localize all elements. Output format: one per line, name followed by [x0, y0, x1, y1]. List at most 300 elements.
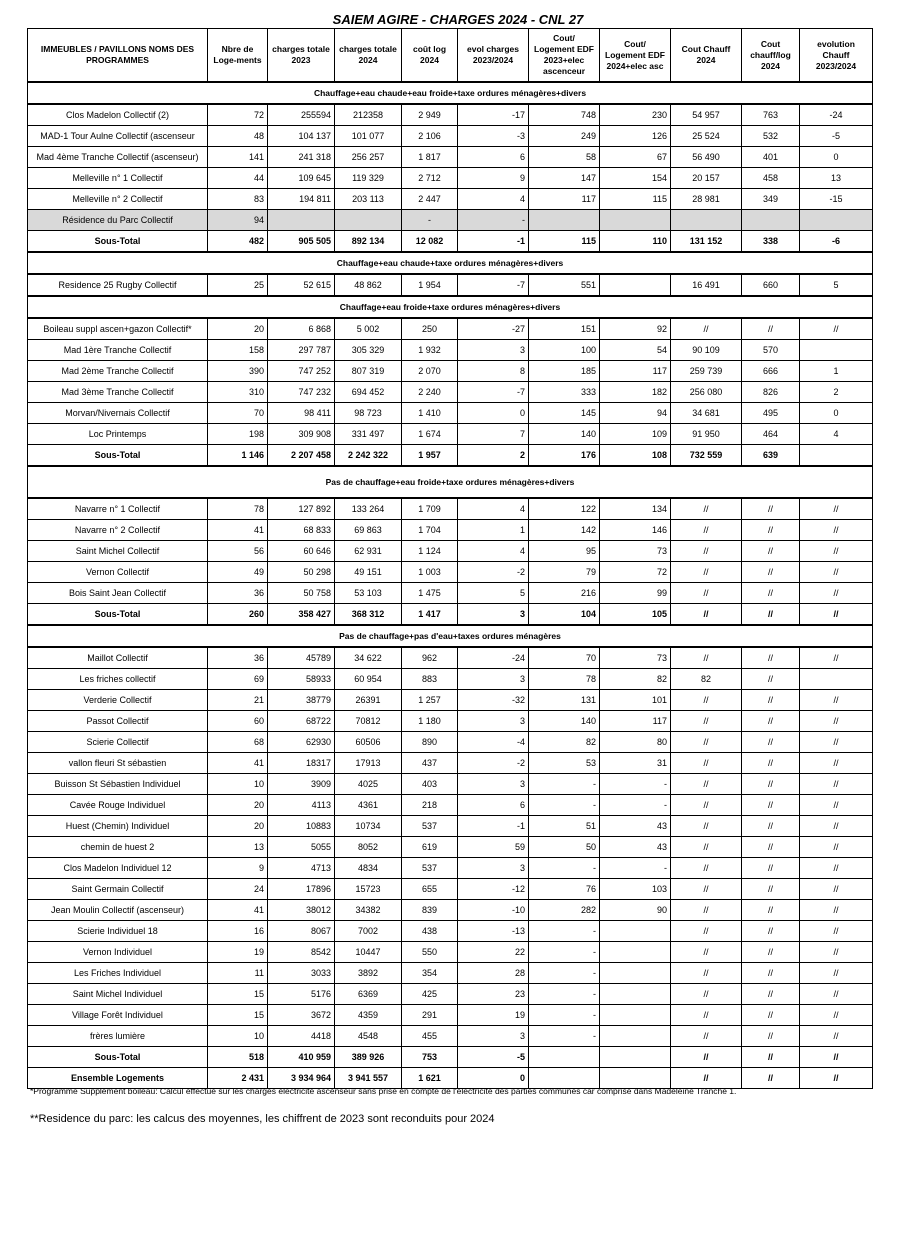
value-cell: 98 723: [335, 403, 402, 424]
header-cell: Cout/ Logement EDF 2023+elec ascenceur: [529, 29, 600, 83]
value-cell: //: [742, 795, 800, 816]
value-cell: 655: [402, 879, 458, 900]
value-cell: 5: [458, 583, 529, 604]
program-name-cell: Village Forêt Individuel: [28, 1005, 208, 1026]
value-cell: 34 622: [335, 647, 402, 669]
value-cell: 10447: [335, 942, 402, 963]
value-cell: 68722: [268, 711, 335, 732]
program-name-cell: Mad 4ème Tranche Collectif (ascenseur): [28, 147, 208, 168]
value-cell: 4: [800, 424, 873, 445]
value-cell: 3 934 964: [268, 1068, 335, 1089]
value-cell: 249: [529, 126, 600, 147]
value-cell: 101 077: [335, 126, 402, 147]
value-cell: 34382: [335, 900, 402, 921]
value-cell: 892 134: [335, 231, 402, 253]
value-cell: //: [742, 732, 800, 753]
value-cell: 338: [742, 231, 800, 253]
value-cell: -10: [458, 900, 529, 921]
program-name-cell: Les Friches Individuel: [28, 963, 208, 984]
value-cell: -: [529, 984, 600, 1005]
value-cell: 59: [458, 837, 529, 858]
value-cell: 16 491: [671, 274, 742, 296]
value-cell: 839: [402, 900, 458, 921]
value-cell: 0: [800, 147, 873, 168]
value-cell: [335, 210, 402, 231]
value-cell: 83: [208, 189, 268, 210]
value-cell: 807 319: [335, 361, 402, 382]
value-cell: //: [671, 774, 742, 795]
value-cell: 145: [529, 403, 600, 424]
section-heading-row: [28, 82, 873, 104]
value-cell: 2: [458, 445, 529, 467]
value-cell: -7: [458, 382, 529, 403]
value-cell: 115: [529, 231, 600, 253]
program-name-cell: Cavée Rouge Individuel: [28, 795, 208, 816]
table-row: [28, 900, 873, 921]
value-cell: 256 080: [671, 382, 742, 403]
value-cell: -1: [458, 231, 529, 253]
value-cell: 103: [600, 879, 671, 900]
table-row: [28, 732, 873, 753]
value-cell: 117: [600, 361, 671, 382]
value-cell: //: [800, 837, 873, 858]
value-cell: //: [742, 1047, 800, 1068]
value-cell: 1 475: [402, 583, 458, 604]
value-cell: 537: [402, 858, 458, 879]
value-cell: //: [742, 583, 800, 604]
value-cell: //: [800, 858, 873, 879]
value-cell: -17: [458, 104, 529, 126]
value-cell: 2 240: [402, 382, 458, 403]
value-cell: 13: [800, 168, 873, 189]
value-cell: //: [671, 921, 742, 942]
program-name-cell: Résidence du Parc Collectif: [28, 210, 208, 231]
value-cell: [742, 210, 800, 231]
value-cell: 425: [402, 984, 458, 1005]
value-cell: -: [529, 921, 600, 942]
value-cell: 230: [600, 104, 671, 126]
value-cell: 0: [800, 403, 873, 424]
table-row: [28, 104, 873, 126]
value-cell: 60 954: [335, 669, 402, 690]
value-cell: 101: [600, 690, 671, 711]
value-cell: 109 645: [268, 168, 335, 189]
value-cell: 532: [742, 126, 800, 147]
value-cell: 3033: [268, 963, 335, 984]
value-cell: -: [529, 1026, 600, 1047]
value-cell: //: [671, 1026, 742, 1047]
value-cell: //: [742, 690, 800, 711]
value-cell: 48 862: [335, 274, 402, 296]
header-cell: Cout chauff/log 2024: [742, 29, 800, 83]
table-row: [28, 274, 873, 296]
value-cell: 117: [600, 711, 671, 732]
value-cell: 158: [208, 340, 268, 361]
value-cell: 437: [402, 753, 458, 774]
footnote-boileau: *Programme Supplément boileau: Calcul effectué sur les charges electricité ascenseur sans prise en compte de l'electricité des parties communes car comprise dans Madeleine Tranche 1.: [30, 1086, 737, 1096]
value-cell: 52 615: [268, 274, 335, 296]
value-cell: 495: [742, 403, 800, 424]
value-cell: 49 151: [335, 562, 402, 583]
value-cell: 69 863: [335, 520, 402, 541]
value-cell: 962: [402, 647, 458, 669]
value-cell: [800, 210, 873, 231]
value-cell: 134: [600, 498, 671, 520]
value-cell: 20: [208, 795, 268, 816]
value-cell: 182: [600, 382, 671, 403]
value-cell: 99: [600, 583, 671, 604]
value-cell: //: [671, 583, 742, 604]
value-cell: 3 941 557: [335, 1068, 402, 1089]
value-cell: //: [800, 604, 873, 626]
value-cell: 5055: [268, 837, 335, 858]
value-cell: 110: [600, 231, 671, 253]
value-cell: 50: [529, 837, 600, 858]
table-row: [28, 210, 873, 231]
value-cell: 349: [742, 189, 800, 210]
header-cell: evolution Chauff 2023/2024: [800, 29, 873, 83]
table-row: [28, 541, 873, 562]
value-cell: 4834: [335, 858, 402, 879]
value-cell: 1 146: [208, 445, 268, 467]
value-cell: //: [671, 498, 742, 520]
section-heading: Chauffage+eau chaude+taxe ordures ménagères+divers: [28, 252, 873, 274]
program-name-cell: Saint Michel Individuel: [28, 984, 208, 1005]
value-cell: 550: [402, 942, 458, 963]
charges-table: [27, 28, 873, 1089]
value-cell: 67: [600, 147, 671, 168]
value-cell: 45789: [268, 647, 335, 669]
value-cell: 115: [600, 189, 671, 210]
value-cell: 54: [600, 340, 671, 361]
value-cell: [600, 1047, 671, 1068]
value-cell: 7002: [335, 921, 402, 942]
value-cell: -: [529, 942, 600, 963]
value-cell: 31: [600, 753, 671, 774]
value-cell: 10734: [335, 816, 402, 837]
value-cell: 15723: [335, 879, 402, 900]
value-cell: 49: [208, 562, 268, 583]
value-cell: 17913: [335, 753, 402, 774]
value-cell: 8: [458, 361, 529, 382]
value-cell: 147: [529, 168, 600, 189]
value-cell: -: [600, 795, 671, 816]
value-cell: -: [458, 210, 529, 231]
value-cell: 309 908: [268, 424, 335, 445]
value-cell: -13: [458, 921, 529, 942]
value-cell: //: [742, 1068, 800, 1089]
value-cell: [600, 210, 671, 231]
value-cell: 331 497: [335, 424, 402, 445]
value-cell: 4: [458, 498, 529, 520]
value-cell: 19: [208, 942, 268, 963]
value-cell: //: [742, 711, 800, 732]
value-cell: 4713: [268, 858, 335, 879]
value-cell: 4113: [268, 795, 335, 816]
value-cell: 92: [600, 318, 671, 340]
table-row: [28, 711, 873, 732]
value-cell: 354: [402, 963, 458, 984]
value-cell: //: [800, 1026, 873, 1047]
table-row: [28, 942, 873, 963]
value-cell: -32: [458, 690, 529, 711]
value-cell: 23: [458, 984, 529, 1005]
value-cell: 203 113: [335, 189, 402, 210]
value-cell: //: [800, 795, 873, 816]
value-cell: 537: [402, 816, 458, 837]
value-cell: //: [742, 604, 800, 626]
value-cell: //: [800, 1068, 873, 1089]
value-cell: 3: [458, 669, 529, 690]
value-cell: 389 926: [335, 1047, 402, 1068]
value-cell: 403: [402, 774, 458, 795]
value-cell: 56: [208, 541, 268, 562]
value-cell: 95: [529, 541, 600, 562]
value-cell: //: [671, 732, 742, 753]
value-cell: 2 242 322: [335, 445, 402, 467]
value-cell: [600, 1005, 671, 1026]
value-cell: 73: [600, 647, 671, 669]
program-name-cell: Verderie Collectif: [28, 690, 208, 711]
value-cell: //: [800, 816, 873, 837]
program-name-cell: Sous-Total: [28, 1047, 208, 1068]
value-cell: 104: [529, 604, 600, 626]
value-cell: 18317: [268, 753, 335, 774]
table-row: [28, 403, 873, 424]
value-cell: 551: [529, 274, 600, 296]
value-cell: //: [742, 753, 800, 774]
table-row: [28, 753, 873, 774]
value-cell: 747 252: [268, 361, 335, 382]
value-cell: 98 411: [268, 403, 335, 424]
value-cell: 11: [208, 963, 268, 984]
value-cell: 666: [742, 361, 800, 382]
value-cell: 10: [208, 1026, 268, 1047]
value-cell: 826: [742, 382, 800, 403]
value-cell: //: [671, 984, 742, 1005]
value-cell: [529, 1047, 600, 1068]
value-cell: 194 811: [268, 189, 335, 210]
value-cell: //: [800, 498, 873, 520]
value-cell: 9: [208, 858, 268, 879]
value-cell: [600, 1026, 671, 1047]
value-cell: //: [671, 816, 742, 837]
value-cell: 4418: [268, 1026, 335, 1047]
value-cell: 41: [208, 900, 268, 921]
table-row: [28, 879, 873, 900]
value-cell: 291: [402, 1005, 458, 1026]
header-cell: Nbre de Loge-ments: [208, 29, 268, 83]
table-row: [28, 189, 873, 210]
value-cell: 62 931: [335, 541, 402, 562]
value-cell: 48: [208, 126, 268, 147]
value-cell: 438: [402, 921, 458, 942]
value-cell: -: [529, 774, 600, 795]
value-cell: 570: [742, 340, 800, 361]
value-cell: -: [600, 774, 671, 795]
value-cell: 44: [208, 168, 268, 189]
value-cell: 1 932: [402, 340, 458, 361]
value-cell: 100: [529, 340, 600, 361]
value-cell: //: [800, 732, 873, 753]
value-cell: 358 427: [268, 604, 335, 626]
value-cell: 21: [208, 690, 268, 711]
program-name-cell: Melleville n° 1 Collectif: [28, 168, 208, 189]
value-cell: 133 264: [335, 498, 402, 520]
value-cell: 1 257: [402, 690, 458, 711]
value-cell: //: [671, 753, 742, 774]
value-cell: 2 431: [208, 1068, 268, 1089]
program-name-cell: Loc Printemps: [28, 424, 208, 445]
value-cell: 3909: [268, 774, 335, 795]
value-cell: 1 180: [402, 711, 458, 732]
value-cell: 70: [208, 403, 268, 424]
value-cell: -15: [800, 189, 873, 210]
value-cell: 72: [600, 562, 671, 583]
value-cell: 50 298: [268, 562, 335, 583]
value-cell: 1 003: [402, 562, 458, 583]
subtotal-row: [28, 445, 873, 467]
value-cell: 7: [458, 424, 529, 445]
value-cell: [600, 984, 671, 1005]
value-cell: //: [742, 816, 800, 837]
value-cell: 62930: [268, 732, 335, 753]
value-cell: 216: [529, 583, 600, 604]
value-cell: 3892: [335, 963, 402, 984]
program-name-cell: Navarre n° 2 Collectif: [28, 520, 208, 541]
value-cell: //: [800, 921, 873, 942]
value-cell: //: [742, 498, 800, 520]
table-row: [28, 858, 873, 879]
program-name-cell: Mad 3ème Tranche Collectif: [28, 382, 208, 403]
value-cell: 82: [529, 732, 600, 753]
value-cell: 82: [600, 669, 671, 690]
value-cell: 108: [600, 445, 671, 467]
value-cell: 464: [742, 424, 800, 445]
value-cell: 260: [208, 604, 268, 626]
value-cell: 122: [529, 498, 600, 520]
section-heading-row: [28, 625, 873, 647]
value-cell: //: [800, 520, 873, 541]
value-cell: //: [671, 837, 742, 858]
value-cell: //: [742, 647, 800, 669]
value-cell: 4548: [335, 1026, 402, 1047]
program-name-cell: Sous-Total: [28, 604, 208, 626]
value-cell: 36: [208, 647, 268, 669]
table-row: [28, 921, 873, 942]
value-cell: 5 002: [335, 318, 402, 340]
value-cell: 1: [800, 361, 873, 382]
value-cell: 2: [800, 382, 873, 403]
value-cell: 53: [529, 753, 600, 774]
value-cell: -: [529, 1005, 600, 1026]
value-cell: //: [671, 942, 742, 963]
value-cell: 9: [458, 168, 529, 189]
table-row: [28, 147, 873, 168]
value-cell: 0: [458, 403, 529, 424]
program-name-cell: Saint Germain Collectif: [28, 879, 208, 900]
value-cell: [600, 274, 671, 296]
value-cell: 90 109: [671, 340, 742, 361]
value-cell: 16: [208, 921, 268, 942]
value-cell: //: [671, 520, 742, 541]
table-row: [28, 583, 873, 604]
value-cell: 2 207 458: [268, 445, 335, 467]
value-cell: 90: [600, 900, 671, 921]
value-cell: //: [671, 858, 742, 879]
section-heading-row: [28, 252, 873, 274]
value-cell: 36: [208, 583, 268, 604]
value-cell: 94: [600, 403, 671, 424]
value-cell: 8542: [268, 942, 335, 963]
value-cell: 15: [208, 984, 268, 1005]
value-cell: //: [671, 1068, 742, 1089]
value-cell: 54 957: [671, 104, 742, 126]
section-heading: Chauffage+eau froide+taxe ordures ménagères+divers: [28, 296, 873, 318]
program-name-cell: Clos Madelon Individuel 12: [28, 858, 208, 879]
value-cell: //: [800, 711, 873, 732]
value-cell: //: [671, 795, 742, 816]
value-cell: -5: [800, 126, 873, 147]
value-cell: 3672: [268, 1005, 335, 1026]
value-cell: 20: [208, 318, 268, 340]
value-cell: //: [742, 774, 800, 795]
table-row: [28, 963, 873, 984]
program-name-cell: Clos Madelon Collectif (2): [28, 104, 208, 126]
value-cell: 1 817: [402, 147, 458, 168]
value-cell: //: [742, 984, 800, 1005]
value-cell: -6: [800, 231, 873, 253]
value-cell: -: [402, 210, 458, 231]
value-cell: 5176: [268, 984, 335, 1005]
value-cell: 94: [208, 210, 268, 231]
header-cell: Cout/ Logement EDF 2024+elec asc: [600, 29, 671, 83]
program-name-cell: chemin de huest 2: [28, 837, 208, 858]
value-cell: 4359: [335, 1005, 402, 1026]
program-name-cell: Scierie Individuel 18: [28, 921, 208, 942]
value-cell: //: [800, 879, 873, 900]
value-cell: 1 410: [402, 403, 458, 424]
value-cell: //: [742, 562, 800, 583]
value-cell: [600, 963, 671, 984]
table-row: [28, 774, 873, 795]
value-cell: 41: [208, 753, 268, 774]
value-cell: 60: [208, 711, 268, 732]
program-name-cell: Navarre n° 1 Collectif: [28, 498, 208, 520]
value-cell: 255594: [268, 104, 335, 126]
value-cell: 6 868: [268, 318, 335, 340]
program-name-cell: Les friches collectif: [28, 669, 208, 690]
value-cell: 694 452: [335, 382, 402, 403]
value-cell: [800, 340, 873, 361]
footnote-residence-parc: **Residence du parc: les calcus des moyennes, les chiffrent de 2023 sont reconduits pour 2024: [30, 1113, 495, 1125]
value-cell: [600, 942, 671, 963]
value-cell: //: [742, 900, 800, 921]
value-cell: 6: [458, 795, 529, 816]
value-cell: 20: [208, 816, 268, 837]
program-name-cell: Boileau suppl ascen+gazon Collectif*: [28, 318, 208, 340]
value-cell: -27: [458, 318, 529, 340]
value-cell: [800, 669, 873, 690]
table-row: [28, 795, 873, 816]
value-cell: 41: [208, 520, 268, 541]
value-cell: 218: [402, 795, 458, 816]
value-cell: 13: [208, 837, 268, 858]
value-cell: //: [671, 562, 742, 583]
table-row: [28, 520, 873, 541]
value-cell: 70812: [335, 711, 402, 732]
section-heading: Pas de chauffage+pas d'eau+taxes ordures ménagères: [28, 625, 873, 647]
